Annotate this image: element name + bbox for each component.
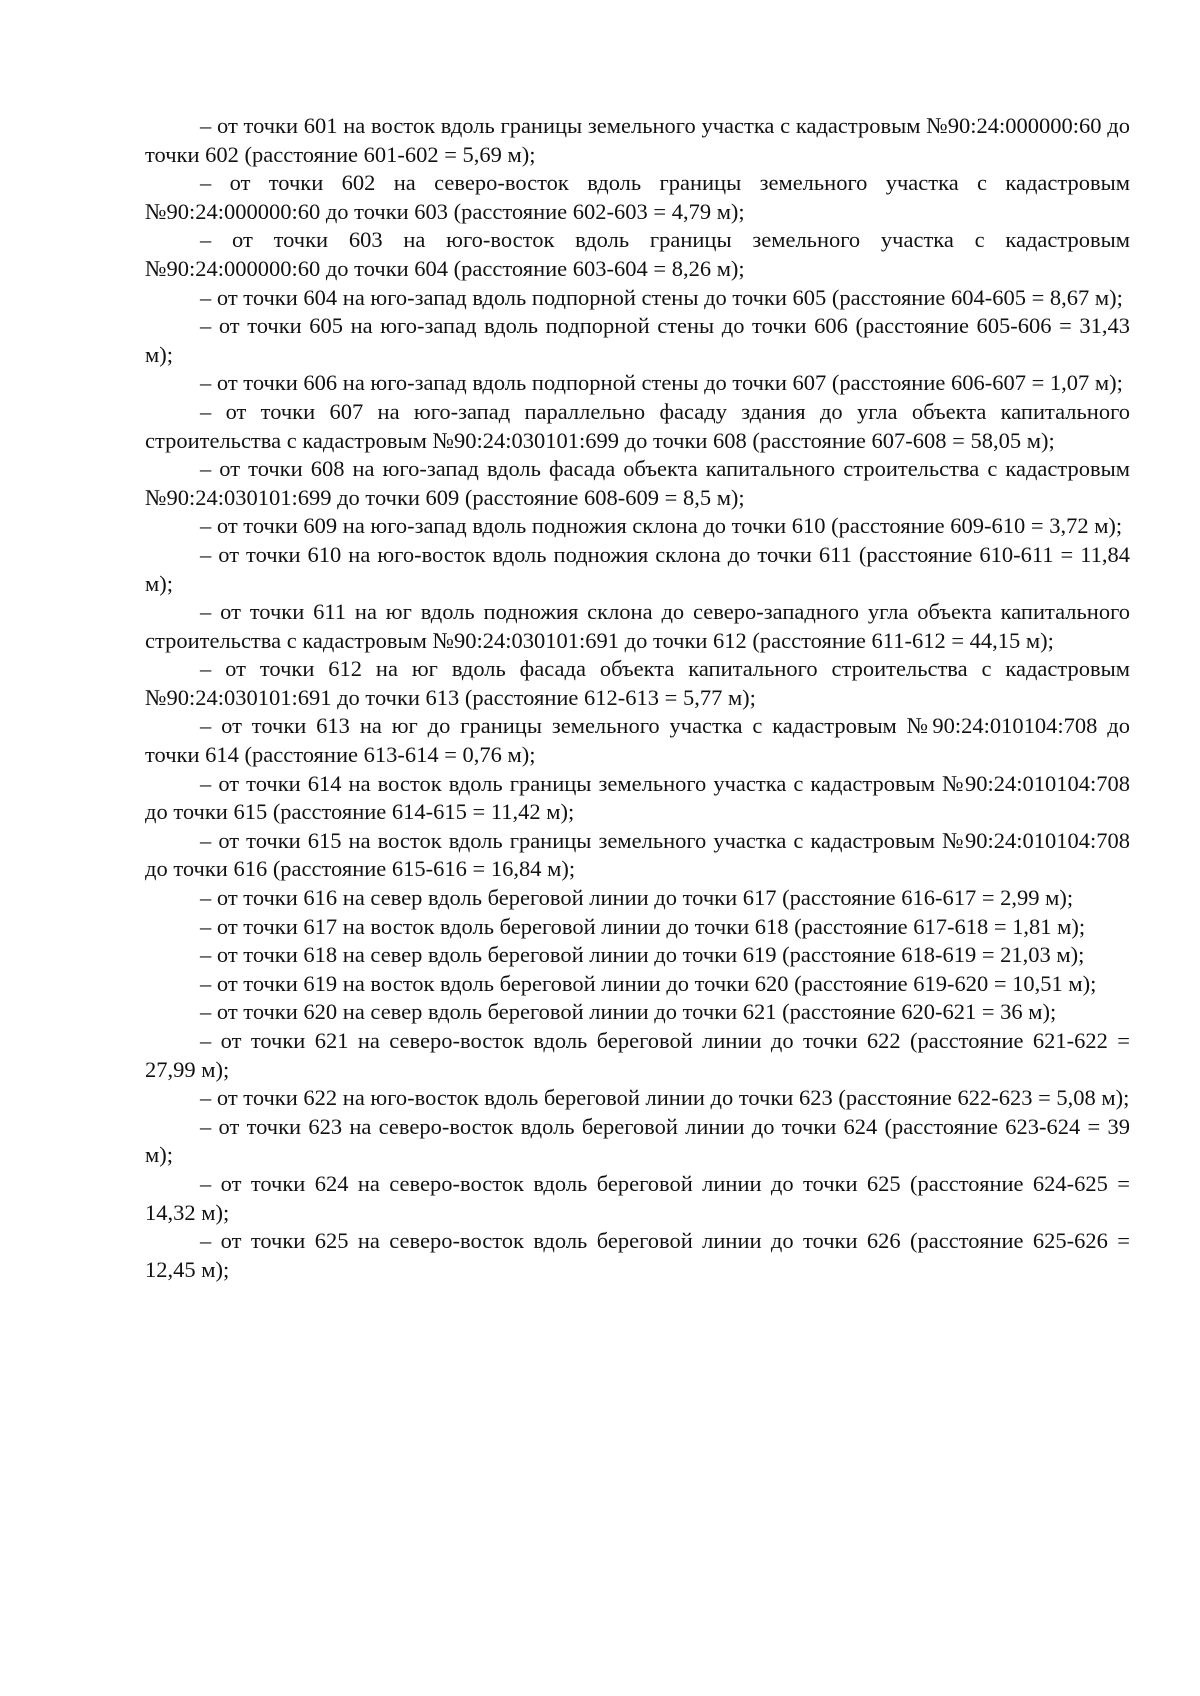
boundary-segment-624-625: – от точки 624 на северо-восток вдоль береговой линии до точки 625 (расстояние 624-625 = 14,32 м);	[145, 1170, 1130, 1225]
boundary-segment-622-623: – от точки 622 на юго-восток вдоль береговой линии до точки 623 (расстояние 622-623 = 5,08 м);	[200, 1085, 1130, 1111]
boundary-segment-605-606: – от точки 605 на юго-запад вдоль подпорной стены до точки 606 (расстояние 605-606 = 31,43 м);	[145, 313, 1130, 367]
boundary-segment-615-616: – от точки 615 на восток вдоль границы земельного участка с кадастровым №90:24:010104:708 до точки 616 (расстояние 615-616 = 16,84 м);	[145, 827, 1130, 882]
boundary-segment-608-609: – от точки 608 на юго-запад вдоль фасада объекта капитального строительства с кадастровым №90:24:030101:699 до точки 609 (расстояние 608-609 = 8,5 м);	[145, 456, 1130, 510]
boundary-segment-613-614: – от точки 613 на юг до границы земельного участка с кадастровым №90:24:010104:708 до точки 614 (расстояние 613-614 = 0,76 м);	[145, 713, 1130, 768]
boundary-segment-614-615: – от точки 614 на восток вдоль границы земельного участка с кадастровым №90:24:010104:708 до точки 615 (расстояние 614-615 = 11,42 м);	[145, 770, 1130, 825]
boundary-segment-618-619: – от точки 618 на север вдоль береговой линии до точки 619 (расстояние 618-619 = 21,03 м);	[200, 942, 1085, 968]
boundary-segment-602-603: – от точки 602 на северо-восток вдоль границы земельного участка с кадастровым №90:24:000000:60 до точки 603 (расстояние 602-603 = 4,79 м);	[145, 170, 1130, 224]
boundary-segment-610-611: – от точки 610 на юго-восток вдоль подножия склона до точки 611 (расстояние 610-611 = 11,84 м);	[145, 541, 1130, 596]
boundary-segment-616-617: – от точки 616 на север вдоль береговой линии до точки 617 (расстояние 616-617 = 2,99 м);	[200, 885, 1074, 911]
boundary-segment-611-612: – от точки 611 на юг вдоль подножия склона до северо-западного угла объекта капитального строительства с кадастровым №90:24:030101:691 до точки 612 (расстояние 611-612 = 44,15 м);	[145, 599, 1130, 653]
boundary-segment-617-618: – от точки 617 на восток вдоль береговой линии до точки 618 (расстояние 617-618 = 1,81 м);	[200, 913, 1086, 939]
boundary-segment-612-613: – от точки 612 на юг вдоль фасада объекта капитального строительства с кадастровым №90:24:030101:691 до точки 613 (расстояние 612-613 = 5,77 м);	[145, 656, 1130, 710]
document-page	[145, 112, 1130, 1284]
boundary-segment-607-608: – от точки 607 на юго-запад параллельно фасаду здания до угла объекта капитального строительства с кадастровым №90:24:030101:699 до точки 608 (расстояние 607-608 = 58,05 м);	[145, 398, 1130, 453]
boundary-segment-621-622: – от точки 621 на северо-восток вдоль береговой линии до точки 622 (расстояние 621-622 = 27,99 м);	[145, 1028, 1130, 1082]
boundary-segment-601-602: – от точки 601 на восток вдоль границы земельного участка с кадастровым №90:24:000000:60 до точки 602 (расстояние 601-602 = 5,69 м);	[145, 113, 1130, 167]
boundary-segment-620-621: – от точки 620 на север вдоль береговой линии до точки 621 (расстояние 620-621 = 36 м);	[200, 999, 1057, 1025]
boundary-segment-604-605: – от точки 604 на юго-запад вдоль подпорной стены до точки 605 (расстояние 604-605 = 8,67 м);	[200, 284, 1123, 310]
boundary-segment-623-624: – от точки 623 на северо-восток вдоль береговой линии до точки 624 (расстояние 623-624 = 39 м);	[145, 1113, 1130, 1168]
boundary-segment-609-610: – от точки 609 на юго-запад вдоль подножия склона до точки 610 (расстояние 609-610 = 3,72 м);	[200, 513, 1123, 539]
boundary-segment-606-607: – от точки 606 на юго-запад вдоль подпорной стены до точки 607 (расстояние 606-607 = 1,07 м);	[200, 370, 1123, 396]
boundary-segment-625-626: – от точки 625 на северо-восток вдоль береговой линии до точки 626 (расстояние 625-626 = 12,45 м);	[145, 1228, 1130, 1282]
boundary-segment-619-620: – от точки 619 на восток вдоль береговой линии до точки 620 (расстояние 619-620 = 10,51 м);	[200, 970, 1097, 996]
boundary-segment-603-604: – от точки 603 на юго-восток вдоль границы земельного участка с кадастровым №90:24:000000:60 до точки 604 (расстояние 603-604 = 8,26 м);	[145, 227, 1130, 281]
